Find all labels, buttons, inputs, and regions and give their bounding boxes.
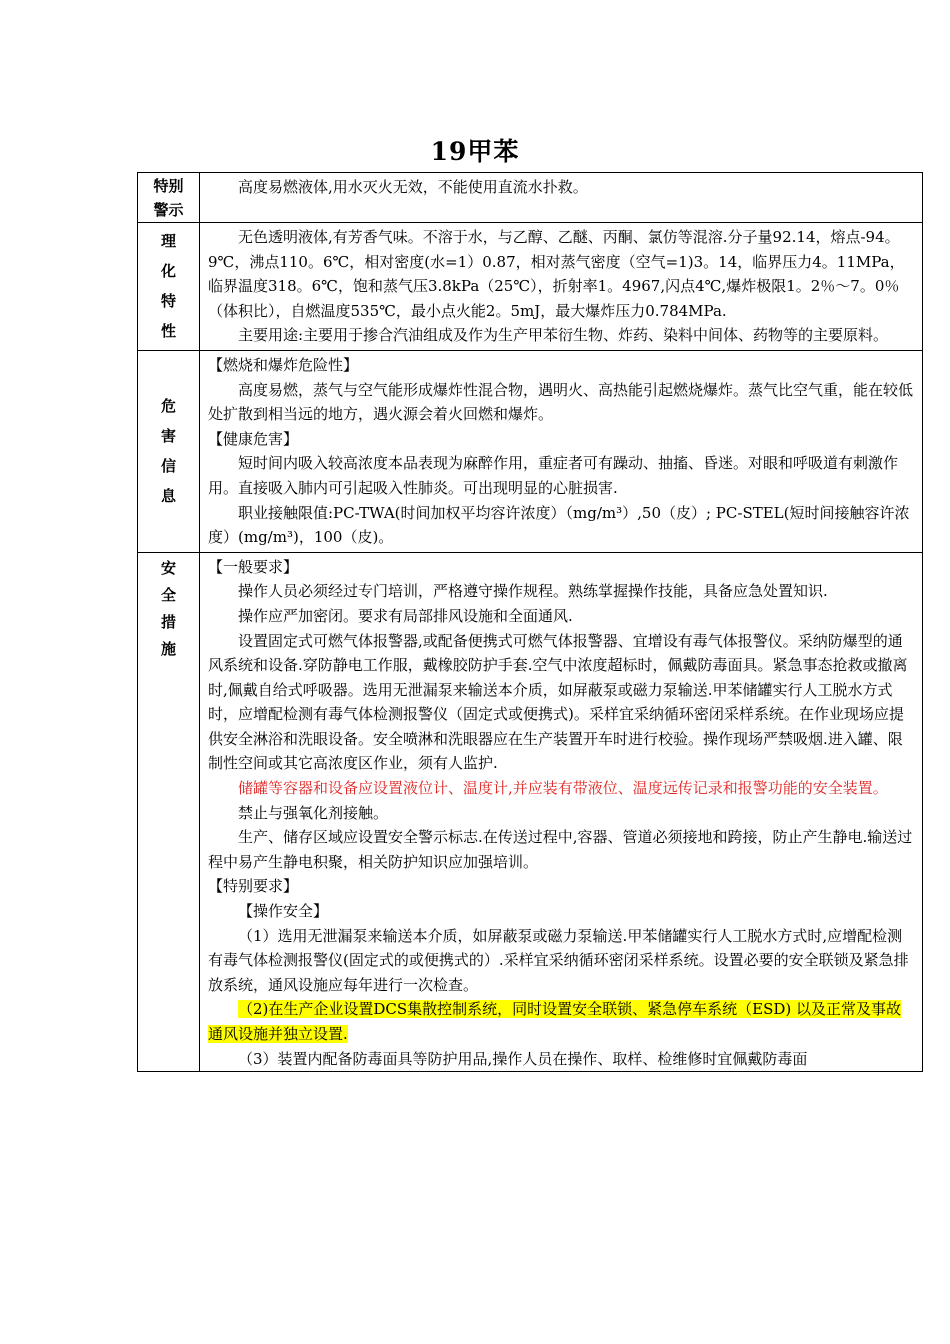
- heading-special-requirements: 【特别要求】: [208, 877, 299, 896]
- label-hazard: 危害信息: [138, 350, 200, 552]
- cell-hazard: [200, 350, 923, 552]
- safety-text-equipment: 设置固定式可燃气体报警器,或配备便携式可燃气体报警器、宜增设有毒气体报警仪。采纳防爆型的通风系统和设备.穿防静电工作服，戴橡胶防护手套.空气中浓度超标时，佩戴防毒面具。紧急事态抢救或撤离时,佩戴自给式呼吸器。选用无泄漏泵来输送本介质，如屏蔽泵或磁力泵输送.甲苯储罐实行人工脱水方式时，应增配检测有毒气体检测报警仪（固定式或便携式)。采样宜采纳循环密闭采样系统。在作业现场应提供安全淋浴和洗眼设备。安全喷淋和洗眼器应在生产装置开车时进行校验。操作现场严禁吸烟.进入罐、限制性空间或其它高浓度区作业，须有人监护.: [208, 631, 908, 773]
- heading-health-hazard: 【健康危害】: [208, 429, 299, 448]
- heading-general-requirements: 【一般要求】: [208, 557, 299, 576]
- safety-item-2: [208, 997, 914, 1046]
- page-title: 19甲苯: [430, 137, 520, 166]
- label-safety: 安全措施: [138, 552, 200, 1071]
- cell-safety: [200, 552, 923, 1071]
- fire-explosion-text: 高度易燃，蒸气与空气能形成爆炸性混合物，遇明火、高热能引起燃烧爆炸。蒸气比空气重，能在较低处扩散到相当远的地方，遇火源会着火回燃和爆炸。: [208, 380, 914, 424]
- row-properties: [138, 223, 923, 351]
- row-safety: [138, 552, 923, 1071]
- label-properties: 理化特性: [138, 223, 200, 351]
- cell-special-warning: [200, 173, 923, 223]
- safety-item-1: （1）选用无泄漏泵来输送本介质，如屏蔽泵或磁力泵输送.甲苯储罐实行人工脱水方式时,应增配检测有毒气体检测报警仪(固定式的或便携式的）.采样宜采纳循环密闭采样系统。设置必要的安全联锁及紧急排放系统，通风设施应每年进行一次检查。: [208, 926, 909, 994]
- safety-text-training: 操作人员必须经过专门培训，严格遵守操作规程。熟练掌握操作技能，具备应急处置知识.: [238, 582, 828, 601]
- heading-fire-explosion: 【燃烧和爆炸危险性】: [208, 355, 359, 374]
- safety-text-static: 生产、储存区域应设置安全警示标志.在传送过程中,容器、管道必须接地和跨接，防止产生静电.输送过程中易产生静电积聚，相关防护知识应加强培训。: [208, 828, 913, 871]
- health-hazard-text: 短时间内吸入较高浓度本品表现为麻醉作用，重症者可有躁动、抽搐、昏迷。对眼和呼吸道有刺激作用。直接吸入肺内可引起吸入性肺炎。可出现明显的心脏损害.: [208, 454, 899, 497]
- row-hazard: [138, 350, 923, 552]
- chemical-info-table: [137, 172, 923, 1072]
- label-special-warning: 特别警示: [138, 173, 200, 223]
- usage-paragraph: 主要用途:主要用于掺合汽油组成及作为生产甲苯衍生物、炸药、染料中间体、药物等的主要原料。: [238, 326, 889, 345]
- heading-operation-safety: 【操作安全】: [238, 902, 329, 921]
- safety-text-oxidizer: 禁止与强氧化剂接触。: [238, 803, 389, 822]
- row-special-warning: [138, 173, 923, 223]
- exposure-limit-text: 职业接触限值:PC-TWA(时间加权平均容许浓度）（mg/m³）,50（皮）; PC-STEL(短时间接触容许浓度）(mg/m³)，100（皮)。: [208, 503, 910, 547]
- cell-properties: [200, 223, 923, 351]
- safety-item-3: （3）装置内配备防毒面具等防护用品,操作人员在操作、取样、检维修时宜佩戴防毒面: [238, 1049, 808, 1068]
- safety-text-sealing: 操作应严加密闭。要求有局部排风设施和全面通风.: [238, 606, 573, 625]
- warning-text: 高度易燃液体,用水灭火无效，不能使用直流水扑救。: [238, 178, 588, 196]
- safety-item-2-highlight: （2)在生产企业设置DCS集散控制系统，同时设置安全联锁、紧急停车系统（ESD) 以及正常及事故通风设施并独立设置.: [208, 1000, 902, 1043]
- safety-text-tank-instruments: 储罐等容器和设备应设置液位计、温度计,并应装有带液位、温度远传记录和报警功能的安全装置。: [238, 779, 888, 798]
- properties-paragraph: 无色透明液体,有芳香气味。不溶于水，与乙醇、乙醚、丙酮、氯仿等混溶.分子量92.14，熔点-94。9℃，沸点110。6℃，相对密度(水=1）0.87，相对蒸气密度（空气=1)3。14，临界压力4。11MPa，临界温度318。6℃，饱和蒸气压3.8kPa（25℃），折射率1。4967,闪点4℃,爆炸极限1。2％～7。0％（体积比），自燃温度535℃，最小点火能2。5mJ，最大爆炸压力0.784MPa.: [208, 228, 905, 320]
